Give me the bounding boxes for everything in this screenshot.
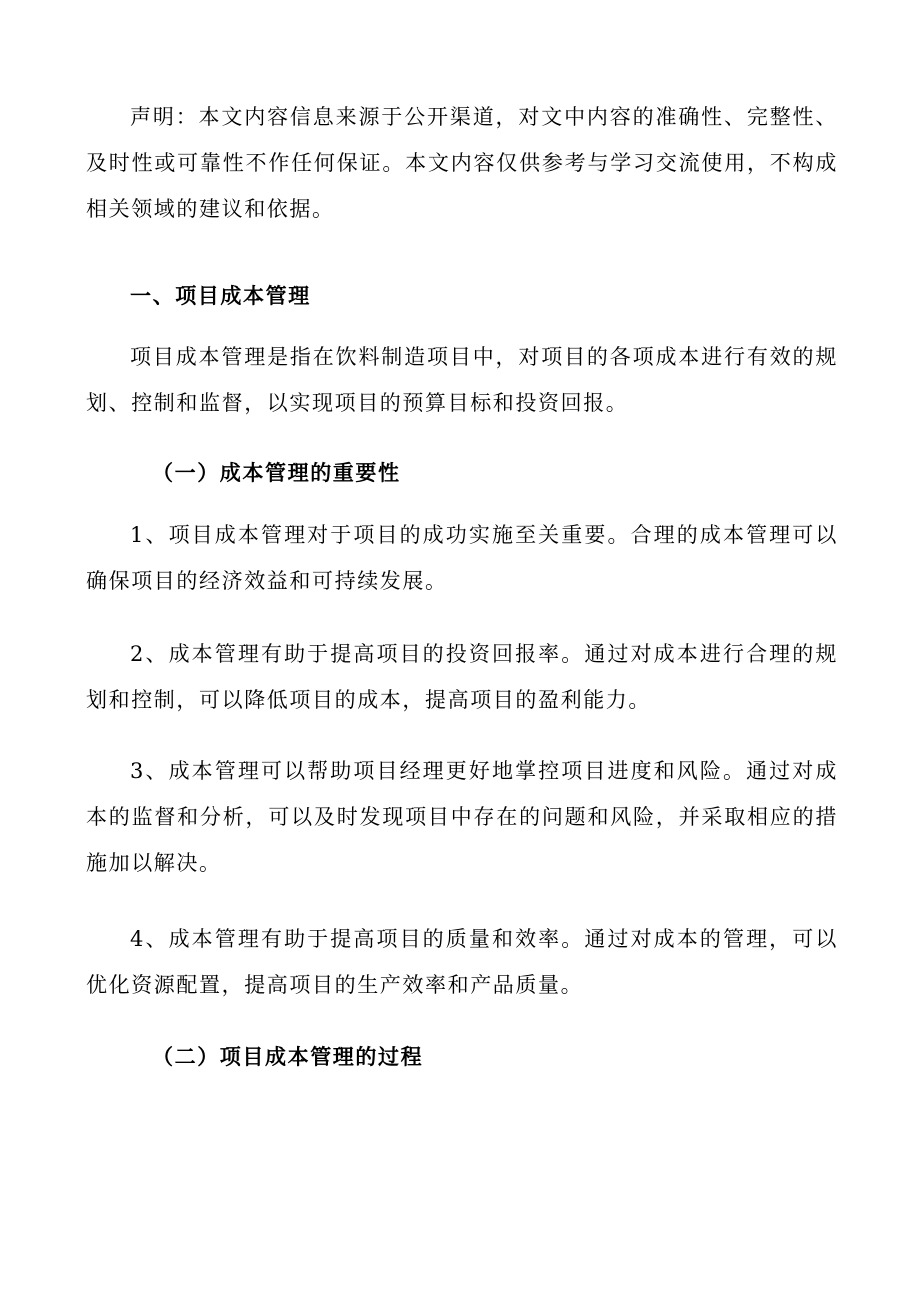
point-paragraph-2: 2、成本管理有助于提高项目的投资回报率。通过对成本进行合理的规划和控制，可以降低项目的成本，提高项目的盈利能力。 xyxy=(86,642,838,712)
subsection-heading-importance: （一）成本管理的重要性 xyxy=(152,460,401,485)
point-paragraph-3: 3、成本管理可以帮助项目经理更好地掌控项目进度和风险。通过对成本的监督和分析，可以及时发现项目中存在的问题和风险，并采取相应的措施加以解决。 xyxy=(86,759,838,875)
subsection-heading-process: （二）项目成本管理的过程 xyxy=(152,1044,424,1069)
point-paragraph-4: 4、成本管理有助于提高项目的质量和效率。通过对成本的管理，可以优化资源配置，提高项目的生产效率和产品质量。 xyxy=(86,927,838,997)
intro-paragraph: 项目成本管理是指在饮料制造项目中，对项目的各项成本进行有效的规划、控制和监督，以实现项目的预算目标和投资回报。 xyxy=(86,345,838,415)
section-heading: 一、项目成本管理 xyxy=(130,283,311,308)
point-paragraph-1: 1、项目成本管理对于项目的成功实施至关重要。合理的成本管理可以确保项目的经济效益和可持续发展。 xyxy=(86,523,838,593)
disclaimer-paragraph: 声明：本文内容信息来源于公开渠道，对文中内容的准确性、完整性、及时性或可靠性不作任何保证。本文内容仅供参考与学习交流使用，不构成相关领域的建议和依据。 xyxy=(86,105,838,221)
